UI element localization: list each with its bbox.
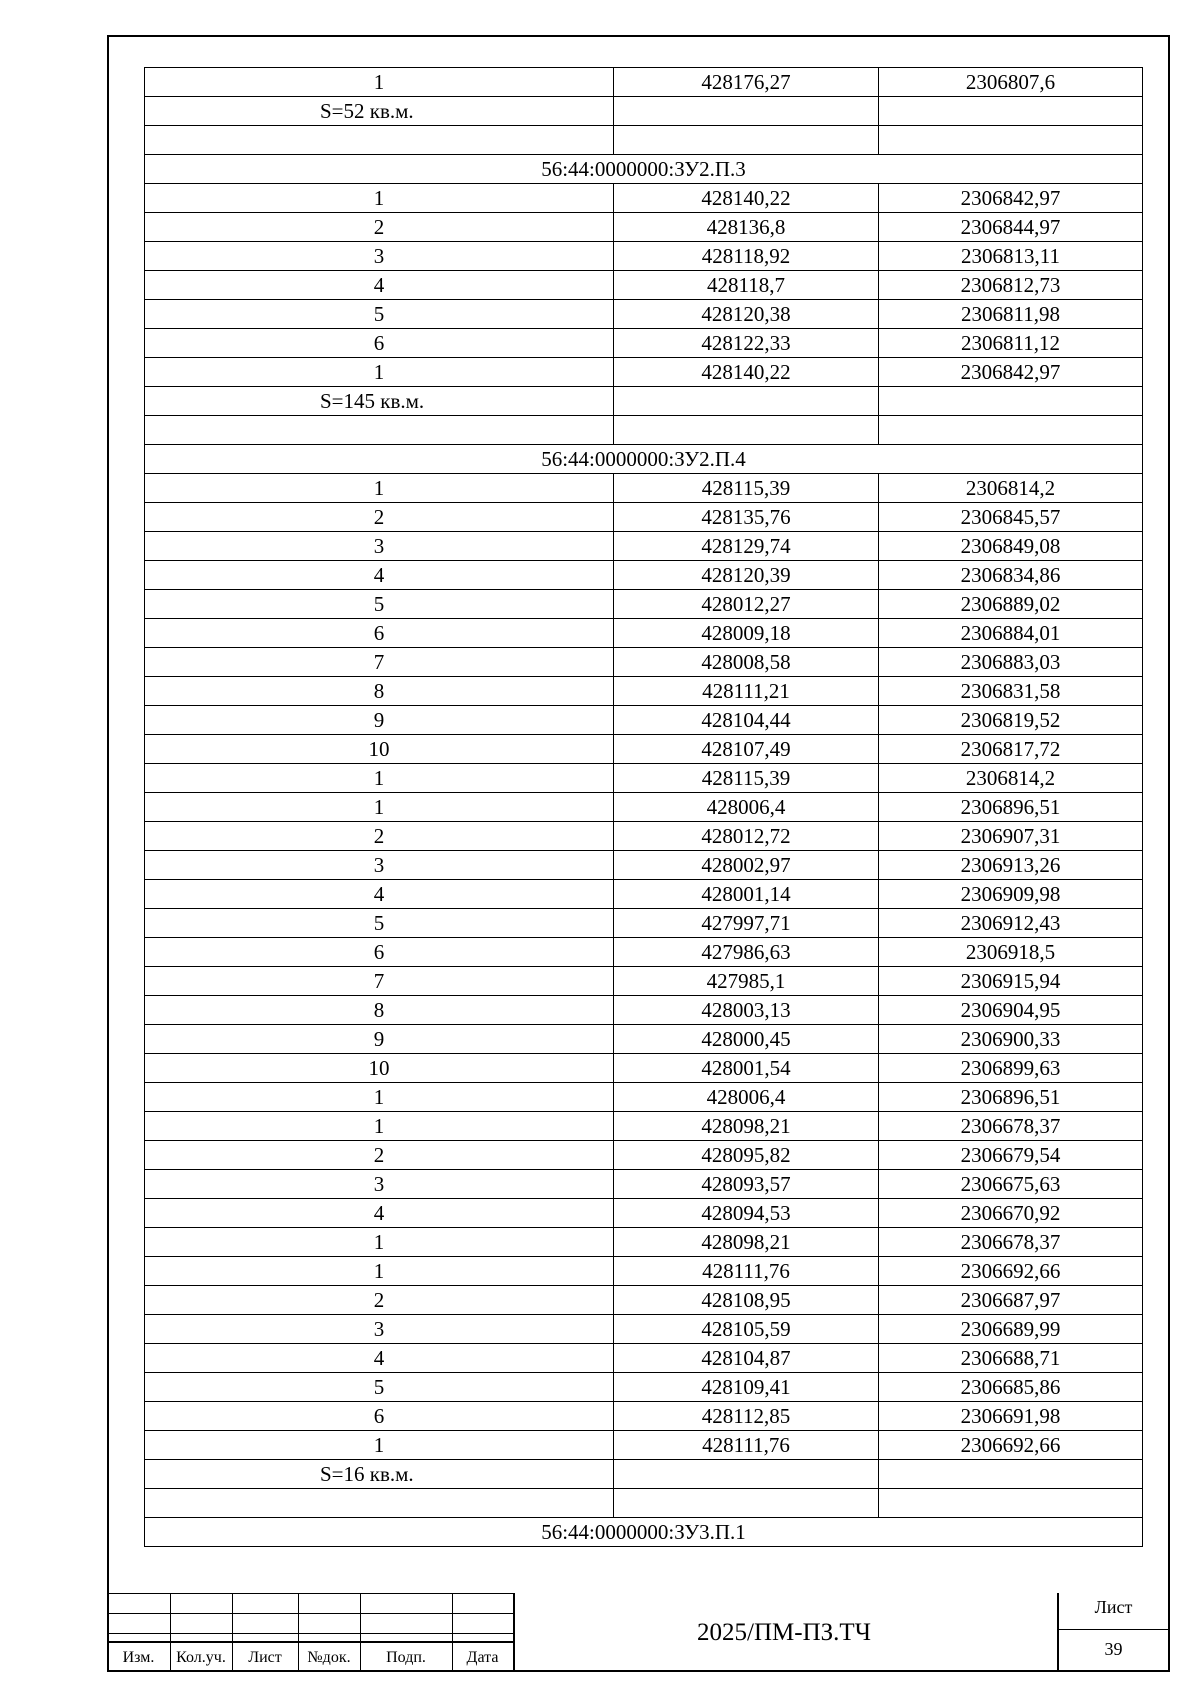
stamp-label-izm: Изм. — [122, 1649, 155, 1666]
point-number-cell: 1 — [145, 1112, 614, 1141]
table-row — [145, 1431, 1143, 1460]
blank-row — [145, 1489, 1143, 1518]
empty-cell — [879, 387, 1143, 416]
x-coordinate-cell: 428093,57 — [614, 1170, 879, 1199]
point-number-cell: 8 — [145, 677, 614, 706]
x-coordinate-cell: 428107,49 — [614, 735, 879, 764]
point-number-cell: 3 — [145, 851, 614, 880]
table-row — [145, 1373, 1143, 1402]
y-coordinate-cell: 2306909,98 — [879, 880, 1143, 909]
point-number-cell: 2 — [145, 1141, 614, 1170]
x-coordinate-cell: 428122,33 — [614, 329, 879, 358]
blank-row — [145, 416, 1143, 445]
point-number-cell: 4 — [145, 1199, 614, 1228]
blank-row — [145, 126, 1143, 155]
x-coordinate-cell: 428104,44 — [614, 706, 879, 735]
y-coordinate-cell: 2306913,26 — [879, 851, 1143, 880]
x-coordinate-cell: 428001,54 — [614, 1054, 879, 1083]
empty-cell — [614, 1460, 879, 1489]
empty-cell — [879, 126, 1143, 155]
area-row — [145, 97, 1143, 126]
stamp-label-podp: Подп. — [386, 1649, 426, 1666]
table-row — [145, 967, 1143, 996]
point-number-cell: 4 — [145, 1344, 614, 1373]
x-coordinate-cell: 427997,71 — [614, 909, 879, 938]
point-number-cell: 3 — [145, 1170, 614, 1199]
point-number-cell: 1 — [145, 1257, 614, 1286]
x-coordinate-cell: 428118,92 — [614, 242, 879, 271]
table-row — [145, 1228, 1143, 1257]
parcel-header-row — [145, 1518, 1143, 1547]
y-coordinate-cell: 2306814,2 — [879, 764, 1143, 793]
area-cell: S=16 кв.м. — [145, 1460, 614, 1489]
table-row — [145, 851, 1143, 880]
point-number-cell: 9 — [145, 706, 614, 735]
table-row — [145, 474, 1143, 503]
parcel-header-row — [145, 155, 1143, 184]
point-number-cell: 2 — [145, 822, 614, 851]
x-coordinate-cell: 428109,41 — [614, 1373, 879, 1402]
point-number-cell: 4 — [145, 561, 614, 590]
x-coordinate-cell: 428140,22 — [614, 358, 879, 387]
empty-cell — [145, 416, 614, 445]
point-number-cell: 2 — [145, 1286, 614, 1315]
table-row — [145, 1402, 1143, 1431]
y-coordinate-cell: 2306692,66 — [879, 1431, 1143, 1460]
y-coordinate-cell: 2306691,98 — [879, 1402, 1143, 1431]
y-coordinate-cell: 2306831,58 — [879, 677, 1143, 706]
empty-cell — [879, 1489, 1143, 1518]
table-row — [145, 1025, 1143, 1054]
table-row — [145, 1054, 1143, 1083]
x-coordinate-cell: 428000,45 — [614, 1025, 879, 1054]
y-coordinate-cell: 2306896,51 — [879, 793, 1143, 822]
x-coordinate-cell: 428012,27 — [614, 590, 879, 619]
table-row — [145, 822, 1143, 851]
table-row — [145, 532, 1143, 561]
y-coordinate-cell: 2306812,73 — [879, 271, 1143, 300]
x-coordinate-cell: 428120,39 — [614, 561, 879, 590]
x-coordinate-cell: 428115,39 — [614, 764, 879, 793]
y-coordinate-cell: 2306900,33 — [879, 1025, 1143, 1054]
point-number-cell: 2 — [145, 213, 614, 242]
y-coordinate-cell: 2306844,97 — [879, 213, 1143, 242]
empty-cell — [145, 1489, 614, 1518]
table-row — [145, 1199, 1143, 1228]
point-number-cell: 3 — [145, 1315, 614, 1344]
table-row — [145, 590, 1143, 619]
empty-cell — [145, 126, 614, 155]
point-number-cell: 1 — [145, 358, 614, 387]
y-coordinate-cell: 2306811,12 — [879, 329, 1143, 358]
coordinates-table — [144, 67, 1143, 1547]
table-row — [145, 677, 1143, 706]
sheet-number: 39 — [1104, 1639, 1123, 1659]
point-number-cell: 10 — [145, 735, 614, 764]
table-row — [145, 706, 1143, 735]
table-row — [145, 242, 1143, 271]
empty-cell — [614, 416, 879, 445]
table-row — [145, 503, 1143, 532]
y-coordinate-cell: 2306842,97 — [879, 358, 1143, 387]
point-number-cell: 1 — [145, 793, 614, 822]
x-coordinate-cell: 428111,76 — [614, 1431, 879, 1460]
table-row — [145, 909, 1143, 938]
point-number-cell: 7 — [145, 967, 614, 996]
point-number-cell: 1 — [145, 1083, 614, 1112]
table-row — [145, 1344, 1143, 1373]
point-number-cell: 5 — [145, 300, 614, 329]
table-row — [145, 619, 1143, 648]
x-coordinate-cell: 428112,85 — [614, 1402, 879, 1431]
stamp-label-data: Дата — [466, 1649, 499, 1666]
x-coordinate-cell: 428008,58 — [614, 648, 879, 677]
table-row — [145, 938, 1143, 967]
x-coordinate-cell: 428006,4 — [614, 793, 879, 822]
table-row — [145, 300, 1143, 329]
table-row — [145, 1257, 1143, 1286]
y-coordinate-cell: 2306904,95 — [879, 996, 1143, 1025]
point-number-cell: 9 — [145, 1025, 614, 1054]
area-row — [145, 1460, 1143, 1489]
point-number-cell: 5 — [145, 590, 614, 619]
x-coordinate-cell: 428098,21 — [614, 1228, 879, 1257]
y-coordinate-cell: 2306688,71 — [879, 1344, 1143, 1373]
point-number-cell: 8 — [145, 996, 614, 1025]
x-coordinate-cell: 428115,39 — [614, 474, 879, 503]
point-number-cell: 5 — [145, 909, 614, 938]
document-code: 2025/ПМ-ПЗ.ТЧ — [697, 1619, 871, 1646]
point-number-cell: 6 — [145, 1402, 614, 1431]
y-coordinate-cell: 2306883,03 — [879, 648, 1143, 677]
table-row — [145, 271, 1143, 300]
y-coordinate-cell: 2306819,52 — [879, 706, 1143, 735]
y-coordinate-cell: 2306896,51 — [879, 1083, 1143, 1112]
coordinates-table-body — [145, 68, 1143, 1547]
area-cell: S=145 кв.м. — [145, 387, 614, 416]
x-coordinate-cell: 428002,97 — [614, 851, 879, 880]
table-row — [145, 793, 1143, 822]
y-coordinate-cell: 2306884,01 — [879, 619, 1143, 648]
y-coordinate-cell: 2306834,86 — [879, 561, 1143, 590]
x-coordinate-cell: 428003,13 — [614, 996, 879, 1025]
y-coordinate-cell: 2306679,54 — [879, 1141, 1143, 1170]
x-coordinate-cell: 428104,87 — [614, 1344, 879, 1373]
x-coordinate-cell: 428111,76 — [614, 1257, 879, 1286]
x-coordinate-cell: 428136,8 — [614, 213, 879, 242]
x-coordinate-cell: 428001,14 — [614, 880, 879, 909]
x-coordinate-cell: 428094,53 — [614, 1199, 879, 1228]
point-number-cell: 7 — [145, 648, 614, 677]
y-coordinate-cell: 2306678,37 — [879, 1228, 1143, 1257]
y-coordinate-cell: 2306899,63 — [879, 1054, 1143, 1083]
table-row — [145, 1286, 1143, 1315]
x-coordinate-cell: 428140,22 — [614, 184, 879, 213]
y-coordinate-cell: 2306845,57 — [879, 503, 1143, 532]
stamp-label-list: Лист — [248, 1649, 282, 1666]
point-number-cell: 4 — [145, 880, 614, 909]
y-coordinate-cell: 2306692,66 — [879, 1257, 1143, 1286]
y-coordinate-cell: 2306849,08 — [879, 532, 1143, 561]
table-row — [145, 358, 1143, 387]
table-row — [145, 329, 1143, 358]
point-number-cell: 6 — [145, 329, 614, 358]
parcel-header-row — [145, 445, 1143, 474]
parcel-id-cell: 56:44:0000000:ЗУ2.П.4 — [145, 445, 1143, 474]
table-row — [145, 1141, 1143, 1170]
y-coordinate-cell: 2306685,86 — [879, 1373, 1143, 1402]
point-number-cell: 1 — [145, 68, 614, 97]
parcel-id-cell: 56:44:0000000:ЗУ3.П.1 — [145, 1518, 1143, 1547]
y-coordinate-cell: 2306687,97 — [879, 1286, 1143, 1315]
empty-cell — [614, 126, 879, 155]
y-coordinate-cell: 2306689,99 — [879, 1315, 1143, 1344]
table-row — [145, 68, 1143, 97]
table-row — [145, 213, 1143, 242]
y-coordinate-cell: 2306889,02 — [879, 590, 1143, 619]
area-cell: S=52 кв.м. — [145, 97, 614, 126]
table-row — [145, 1170, 1143, 1199]
empty-cell — [879, 1460, 1143, 1489]
x-coordinate-cell: 428108,95 — [614, 1286, 879, 1315]
x-coordinate-cell: 428118,7 — [614, 271, 879, 300]
table-row — [145, 1083, 1143, 1112]
y-coordinate-cell: 2306811,98 — [879, 300, 1143, 329]
x-coordinate-cell: 427986,63 — [614, 938, 879, 967]
x-coordinate-cell: 428012,72 — [614, 822, 879, 851]
point-number-cell: 10 — [145, 1054, 614, 1083]
y-coordinate-cell: 2306918,5 — [879, 938, 1143, 967]
sheet-label: Лист — [1094, 1597, 1133, 1617]
point-number-cell: 3 — [145, 532, 614, 561]
x-coordinate-cell: 428105,59 — [614, 1315, 879, 1344]
empty-cell — [879, 97, 1143, 126]
point-number-cell: 1 — [145, 1228, 614, 1257]
empty-cell — [879, 416, 1143, 445]
point-number-cell: 5 — [145, 1373, 614, 1402]
table-row — [145, 1315, 1143, 1344]
point-number-cell: 1 — [145, 474, 614, 503]
y-coordinate-cell: 2306915,94 — [879, 967, 1143, 996]
point-number-cell: 2 — [145, 503, 614, 532]
x-coordinate-cell: 428120,38 — [614, 300, 879, 329]
x-coordinate-cell: 428176,27 — [614, 68, 879, 97]
area-row — [145, 387, 1143, 416]
stamp-label-ndok: №док. — [307, 1649, 351, 1666]
table-row — [145, 880, 1143, 909]
x-coordinate-cell: 428009,18 — [614, 619, 879, 648]
y-coordinate-cell: 2306842,97 — [879, 184, 1143, 213]
point-number-cell: 6 — [145, 938, 614, 967]
point-number-cell: 4 — [145, 271, 614, 300]
x-coordinate-cell: 428111,21 — [614, 677, 879, 706]
y-coordinate-cell: 2306907,31 — [879, 822, 1143, 851]
empty-cell — [614, 1489, 879, 1518]
y-coordinate-cell: 2306807,6 — [879, 68, 1143, 97]
empty-cell — [614, 387, 879, 416]
parcel-id-cell: 56:44:0000000:ЗУ2.П.3 — [145, 155, 1143, 184]
empty-cell — [614, 97, 879, 126]
point-number-cell: 3 — [145, 242, 614, 271]
x-coordinate-cell: 428098,21 — [614, 1112, 879, 1141]
point-number-cell: 6 — [145, 619, 614, 648]
table-row — [145, 764, 1143, 793]
y-coordinate-cell: 2306813,11 — [879, 242, 1143, 271]
table-row — [145, 184, 1143, 213]
y-coordinate-cell: 2306678,37 — [879, 1112, 1143, 1141]
table-row — [145, 561, 1143, 590]
x-coordinate-cell: 428135,76 — [614, 503, 879, 532]
y-coordinate-cell: 2306814,2 — [879, 474, 1143, 503]
x-coordinate-cell: 427985,1 — [614, 967, 879, 996]
y-coordinate-cell: 2306670,92 — [879, 1199, 1143, 1228]
point-number-cell: 1 — [145, 184, 614, 213]
table-row — [145, 648, 1143, 677]
table-row — [145, 735, 1143, 764]
point-number-cell: 1 — [145, 764, 614, 793]
y-coordinate-cell: 2306817,72 — [879, 735, 1143, 764]
title-block — [107, 1593, 1170, 1672]
table-row — [145, 996, 1143, 1025]
x-coordinate-cell: 428129,74 — [614, 532, 879, 561]
y-coordinate-cell: 2306675,63 — [879, 1170, 1143, 1199]
point-number-cell: 1 — [145, 1431, 614, 1460]
x-coordinate-cell: 428006,4 — [614, 1083, 879, 1112]
table-row — [145, 1112, 1143, 1141]
x-coordinate-cell: 428095,82 — [614, 1141, 879, 1170]
stamp-label-kol-uch: Кол.уч. — [176, 1649, 226, 1666]
y-coordinate-cell: 2306912,43 — [879, 909, 1143, 938]
